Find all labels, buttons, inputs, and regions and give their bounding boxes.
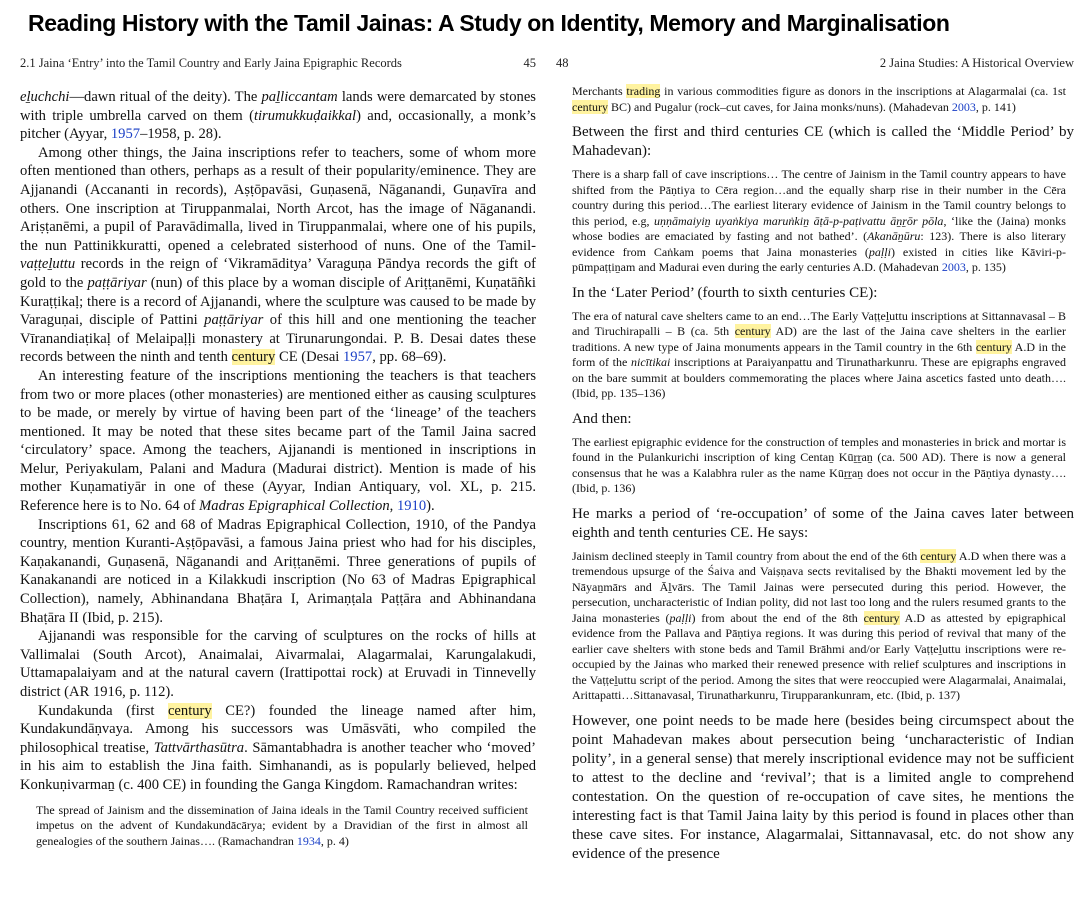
text-run: ). (426, 498, 435, 515)
italic-term: eḻuchchi (20, 89, 70, 105)
citation-link[interactable]: 1910 (396, 498, 427, 515)
citation-link[interactable]: 1934 (296, 833, 321, 848)
text-run: , p. 141) (975, 99, 1016, 114)
paragraph: Inscriptions 61, 62 and 68 of Madras Epigraphical Collection, 1910, of the Pandya country, mention Kuranti-Aṣṭōpavāsi, a famous Jaina priest who had for his disciples, Kaṇakanandi, Guṇasenā, Nāganandi and Ariṭṭanēmi. Three generations of pupils of Kanakanandi are noticed in a Kilakkudi inscription (No 63 of Madras Epigraphical Collection), namely, Abhinandana Bhaṭāra I, Arimaṇṭala Paṭṭāra and Abhinandana Bhaṭāra II (Ibid, p. 215). (20, 516, 536, 626)
text-run: : 123). There is also literary evidence from Caṅkam poems that Jaina monasteries ( (572, 229, 1066, 259)
block-quote (556, 167, 1074, 276)
block-quote: The earliest epigraphic evidence for the construction of temples and monasteries in brick and mortar is found in the Pulankurichi inscription of king Centaṉ Kūṟṟaṉ (ca. 500 AD). There is now a general consensus that he was a Kalabhra ruler as the name Kūṟṟaṉ does not occur in the Pāṇtiya dynasty…. (Ibid, p. 136) (572, 434, 1066, 495)
text-run: , p. 4) (320, 833, 349, 848)
text-run: , ‘like the (Jaina) monks whose bodies are emaciated by fasting and not bathed’. ( (572, 213, 1066, 243)
paragraph: Ajjanandi was responsible for the carving of sculptures on the rocks of hills at Vallimalai (South Arcot), Anaimalai, Aivarmalai, Alagarmalai, Karungalakudi, Uttamapalaiyam and at the natural cavern (Irattipottai rock) at Eruvadi in Tinnevelly district (AR 1916, p. 112). (20, 628, 536, 700)
text-run: , pp. 68–69). (372, 349, 447, 366)
text-run: A.D in the form of the (572, 339, 1066, 369)
paragraph: However, one point needs to be made here (besides being circumspect about the point Mahadevan makes about persecution being ‘uncharacteristic of Indian polity’, in a general sense) that merely inscriptional evidence may not be sufficient to attest to the decline and ‘revival’; that is a limited angle to comprehend contestation. On the question of re-occupation of cave sites, he mentions the interesting fact is that Tamil Jaina laity by this period is found in places other than these cave sites. For instance, Alagarmalai, Sittannavasal, etc. do not show any evidence of the presence (572, 712, 1074, 862)
italic-term: nicītikai (631, 355, 671, 369)
text-run: CE?) founded the lineage named after him, Kundakundāṇvaya. Among his successors was Umāsvāti, who compiled the philosophical treatise, (20, 702, 536, 756)
search-highlight: century (572, 99, 608, 114)
text-run: lands were demarcated by stones with triple umbrella carved on them ( (20, 89, 536, 124)
text-run: inscriptions at Paraiyanpattu and Tirunatharkunru. These are epigraphs engraved on the bare summit at boulders commemorating the places where Jaina ascetics fasted unto death…. (Ibid, pp. 135–136) (572, 355, 1067, 400)
text-run: A.D when there was a tremendous upsurge of the Śaiva and Vaiṣṇava sects revitalised by the Bhakti movement led by the Nāyaṉmārs and Āḻvārs. The Tamil Jainas were persecuted during this period. However, the persecution, uncharacteristic of Indian polity, did not last too long and the rulers resumed grants to the Jaina monasteries ( (572, 548, 1066, 625)
text-run: . Sāmantabhadra is another teacher who ‘moved’ in his aim to establish the Jina faith. Simhanandi, as is popularly believed, helped Konkuṇivarmaṉ (c. 400 CE) in founding the Ganga Kingdom. Ramachandran writes: (20, 739, 536, 793)
text-run: Kundakunda (first (38, 702, 168, 719)
running-header (556, 52, 1074, 74)
italic-term: paḻliccantam (261, 89, 338, 105)
block-quote (20, 803, 536, 850)
body-text (20, 88, 536, 795)
page-number: 45 (523, 55, 536, 70)
text-run: , (389, 498, 397, 515)
text-run: (nun) of this place by a woman disciple of Ariṭṭanēmi, Kuṇatāñki Kuraṭṭikaḷ; there is a record of Ajjanandi, where the sculpture was caused to be made by Varaguṇai, disciple of Pattini (20, 274, 536, 329)
citation-link[interactable]: 2003 (951, 99, 976, 114)
text-run: , p. 135) (965, 260, 1006, 274)
text-run: ) existed in cities like Kāviri-p-pūmpaṭṭiṉam and Madurai even during the early centuries A.D. (Mahadevan (572, 244, 1066, 274)
text-run: There is a sharp fall of cave inscriptions… The centre of Jainism in the Tamil country appears to have shifted from the Pāṇtiya to Cēra region…and the equally sharp rise in their number in the Cēra country during this period…The earliest literary evidence of Jainism in the Tamil country belongs to this period, e.g, (572, 167, 1066, 228)
citation-link[interactable]: 1957 (110, 126, 141, 143)
search-highlight: century (975, 339, 1012, 354)
section-header: 2.1 Jaina ‘Entry’ into the Tamil Country and Early Jaina Epigraphic Records (20, 55, 402, 70)
paragraph (20, 367, 536, 516)
text-run: ) and, occasionally, a monk’s pitcher (Ayyar, (20, 107, 536, 143)
text-run: Jainism declined steeply in Tamil country from about the end of the 6th (572, 548, 921, 563)
italic-term: uṇṇāmaiyiṉ uyaṅkiya maruṅkiṉ āṭā-p-paṭivattu āṉṟōr pōla (654, 213, 944, 228)
paragraph: In the ‘Later Period’ (fourth to sixth centuries CE): (572, 284, 878, 301)
italic-term: Akanāṉūru (867, 229, 921, 243)
paragraph: And then: (572, 410, 632, 427)
search-highlight: century (734, 324, 771, 338)
italic-term: tirumukkuḍaikkal (253, 107, 357, 124)
text-run: An interesting feature of the inscriptions mentioning the teachers is that teachers from two or more places (other monasteries) are mentioned either as causing sculptures to be made, or merely by virtue of having been part of the ‘lineage’ of the teachers mentioned. It may be noted that these sites became part of the Tamil Jaina sacred ‘circulatory’ space. Among the teachers, Ajjanandi is mentioned in inscriptions in Melur, Periyakulam, Palani and Madura (Madurai district). Mention is made of his mother Kuṇamatiyār in one of these (Ayyar, Indian Antiquary, vol. XL, p. 215. Reference here is to No. 64 of (20, 367, 536, 515)
text-run: The spread of Jainism and the dissemination of Jaina ideals in the Tamil Country received sufficient impetus on the advent of Kundakundācārya; evident by a Dravidian of the first in almost all genealogies of the southern Jainas…. (Ramachandran (36, 802, 528, 848)
search-highlight: century (231, 349, 276, 366)
search-highlight: century (167, 702, 212, 719)
search-highlight: century (863, 610, 900, 625)
italic-term: vaṭṭeḻuttu (20, 256, 76, 273)
italic-term: paṭṭāriyar (87, 274, 147, 291)
text-run: A.D as attested by epigraphical evidence from the Pallava and Pāṇtiya regions. It was during this period of revival that many of the earlier cave shelters with stone beds and Tamil Brāhmi and/or Early Vaṭṭeḻuttu inscriptions were re-occupied by the Jainas who marked their renewed presence with relief sculptures and inscriptions in the Vaṭṭeḻuttu script of the period. Among the sites that were reoccupied were Alagarmalai, Anaimalai, Arittapatti…Sittanavasal, Tirunatharkunru, Tirupparankunram, etc. (Ibid, p. 137) (572, 610, 1066, 702)
text-run: The era of natural cave shelters came to an end…The Early Vaṭṭeḻuttu inscriptions at Sittannavasal – B and Tiruchirapalli – B (ca. 5th (572, 308, 1066, 338)
text-run: in various commodities figure as donors in the inscriptions at Alagarmalai (ca. 1st (660, 84, 1066, 98)
block-quote (556, 309, 1074, 402)
citation-link[interactable]: 2003 (941, 260, 966, 274)
chapter-header: 2 Jaina Studies: A Historical Overview (879, 55, 1074, 70)
block-quote (556, 84, 1074, 115)
italic-term: paṭṭāriyar (204, 312, 264, 329)
text-run: —dawn ritual of the deity). The (69, 89, 262, 105)
text-run: ) from about the end of the 8th (691, 610, 864, 625)
text-run: –1958, p. 28). (140, 126, 222, 143)
text-run: AD) are the last of the Jaina cave shelters in the earlier traditions. A new type of Jaina monuments appears in the Tamil country in the 6th (572, 324, 1066, 354)
search-highlight: trading (626, 84, 661, 98)
text-run: CE (Desai (275, 349, 343, 366)
text-run: records in the reign of ‘Vikramāditya’ Varaguṇa Pāndya records the gift of gold to the (20, 256, 536, 291)
italic-term: Tattvārthasūtra (153, 739, 245, 756)
left-page (0, 46, 550, 922)
paragraph (20, 88, 536, 144)
block-quote (556, 549, 1074, 704)
page-number: 48 (556, 55, 569, 70)
text-run: Merchants (572, 84, 627, 98)
running-header (20, 52, 536, 74)
italic-term: paḷḷi (868, 244, 891, 259)
italic-term: Madras Epigraphical Collection (199, 498, 390, 515)
paragraph: Between the first and third centuries CE (which is called the ‘Middle Period’ by Mahadevan): (572, 124, 1074, 159)
italic-term: paḷḷi (669, 610, 692, 625)
text-run: of this hill and one mentioning the teacher Vīranandiaṭikaḷ of Melaipaḷḷi monastery at Tirunarungondai. P. B. Desai dates these records between the ninth and tenth (20, 312, 536, 366)
right-page (550, 46, 1084, 922)
paragraph (20, 144, 536, 367)
paragraph (20, 702, 536, 795)
search-highlight: century (920, 548, 957, 563)
citation-link[interactable]: 1957 (343, 349, 373, 366)
text-run: BC) and Pugalur (rock–cut caves, for Jaina monks/nuns). (Mahadevan (607, 99, 952, 114)
document-title-banner: Reading History with the Tamil Jainas: A Study on Identity, Memory and Marginalisation (28, 9, 950, 36)
paragraph: He marks a period of ‘re-occupation’ of some of the Jaina caves later between eighth and tenth centuries CE. He says: (572, 505, 1074, 541)
text-run: Among other things, the Jaina inscriptions refer to teachers, some of whom more often mentioned than others, perhaps as a result of their popularity/eminence. They are Ajjanandi (Accananti in records), Aṣṭōpavāsi, Guṇasenā, Nāganandi, Guṇavīra and others. One inscription at Tiruppanmalai, North Arcot, has the image of Nāganandi. Ariṣṭanēmi, a pupil of Paravādimalla, lived in Tiruppanmalai, where one of his pupils, the nun Pattinikkuratti, opened a celebrated sisterhood of nuns. One of the Tamil- (20, 144, 536, 254)
